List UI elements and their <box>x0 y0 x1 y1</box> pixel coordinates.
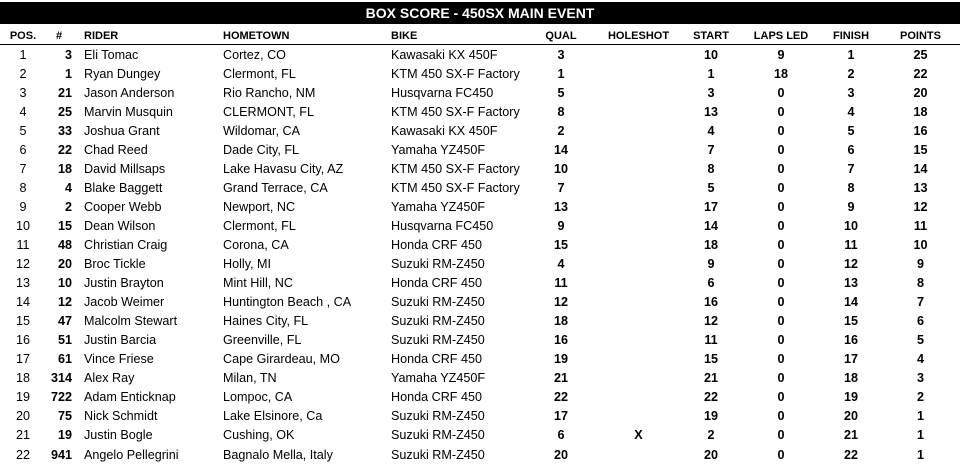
cell-start: 10 <box>703 47 718 62</box>
table-row <box>0 426 960 445</box>
cell-number: 33 <box>57 123 72 138</box>
cell-number: 4 <box>64 180 72 195</box>
cell-number: 1 <box>64 66 72 81</box>
table-row <box>0 388 960 407</box>
cell-finish: 17 <box>843 352 858 367</box>
cell-laps-led: 0 <box>777 295 785 310</box>
cell-number: 10 <box>57 276 72 291</box>
table-row <box>0 102 960 121</box>
cell-bike: Suzuki RM-Z450 <box>391 314 485 329</box>
cell-finish: 7 <box>847 161 855 176</box>
cell-laps-led: 0 <box>777 199 785 214</box>
cell-points: 2 <box>916 390 924 405</box>
cell-hometown: Mint Hill, NC <box>223 276 293 291</box>
cell-laps-led: 0 <box>777 428 785 443</box>
cell-start: 13 <box>703 104 718 119</box>
cell-bike: KTM 450 SX-F Factory <box>391 66 520 81</box>
table-row <box>0 331 960 350</box>
cell-points: 10 <box>913 237 928 252</box>
cell-laps-led: 18 <box>773 66 788 81</box>
table-row <box>0 178 960 197</box>
cell-laps-led: 0 <box>777 257 785 272</box>
column-header-holeshot: HOLESHOT <box>596 27 681 45</box>
cell-pos: 22 <box>15 447 30 462</box>
cell-laps-led: 9 <box>777 47 785 62</box>
cell-finish: 3 <box>847 85 855 100</box>
cell-hometown: Newport, NC <box>223 199 296 214</box>
cell-rider: Cooper Webb <box>84 199 162 214</box>
cell-start: 7 <box>707 142 715 157</box>
cell-points: 15 <box>913 142 928 157</box>
cell-bike: KTM 450 SX-F Factory <box>391 104 520 119</box>
cell-pos: 19 <box>15 390 30 405</box>
cell-number: 25 <box>57 104 72 119</box>
cell-bike: Yamaha YZ450F <box>391 199 486 214</box>
cell-pos: 12 <box>15 257 30 272</box>
cell-bike: Yamaha YZ450F <box>391 142 486 157</box>
cell-finish: 22 <box>843 447 858 462</box>
cell-points: 3 <box>916 371 924 386</box>
cell-bike: Husqvarna FC450 <box>391 218 494 233</box>
cell-number: 15 <box>57 218 72 233</box>
cell-number: 941 <box>50 447 72 462</box>
cell-bike: Honda CRF 450 <box>391 352 483 367</box>
cell-holeshot <box>596 312 681 331</box>
cell-rider: Marvin Musquin <box>84 104 173 119</box>
cell-rider: Joshua Grant <box>84 123 160 138</box>
cell-hometown: Rio Rancho, NM <box>223 85 316 100</box>
cell-points: 13 <box>913 180 928 195</box>
page-title: BOX SCORE - 450SX MAIN EVENT <box>0 2 960 24</box>
cell-qual: 7 <box>557 180 565 195</box>
cell-qual: 10 <box>553 161 568 176</box>
cell-qual: 5 <box>557 85 565 100</box>
cell-qual: 12 <box>553 295 568 310</box>
cell-finish: 12 <box>843 257 858 272</box>
cell-laps-led: 0 <box>777 371 785 386</box>
cell-points: 12 <box>913 199 928 214</box>
cell-points: 6 <box>916 314 924 329</box>
table-row <box>0 216 960 235</box>
table-row <box>0 407 960 426</box>
cell-hometown: Holly, MI <box>223 257 272 272</box>
cell-holeshot <box>596 140 681 159</box>
cell-finish: 8 <box>847 180 855 195</box>
cell-rider: Christian Craig <box>84 237 168 252</box>
cell-start: 1 <box>707 66 715 81</box>
cell-finish: 14 <box>843 295 858 310</box>
cell-points: 1 <box>916 447 924 462</box>
cell-laps-led: 0 <box>777 218 785 233</box>
column-header-hometown: HOMETOWN <box>223 27 391 45</box>
cell-number: 21 <box>57 85 72 100</box>
cell-bike: Suzuki RM-Z450 <box>391 447 485 462</box>
cell-rider: Blake Baggett <box>84 180 163 195</box>
table-row <box>0 159 960 178</box>
cell-laps-led: 0 <box>777 352 785 367</box>
cell-start: 17 <box>703 199 718 214</box>
table-row <box>0 235 960 254</box>
cell-rider: Broc Tickle <box>84 257 146 272</box>
cell-number: 22 <box>57 142 72 157</box>
cell-number: 19 <box>57 428 72 443</box>
cell-number: 20 <box>57 257 72 272</box>
cell-holeshot <box>596 178 681 197</box>
cell-start: 2 <box>707 428 715 443</box>
cell-rider: Nick Schmidt <box>84 409 158 424</box>
cell-holeshot <box>596 255 681 274</box>
cell-finish: 9 <box>847 199 855 214</box>
cell-bike: Honda CRF 450 <box>391 276 483 291</box>
column-header-rider: RIDER <box>76 27 223 45</box>
cell-holeshot <box>596 197 681 216</box>
cell-hometown: Wildomar, CA <box>223 123 300 138</box>
cell-start: 8 <box>707 161 715 176</box>
table-row <box>0 121 960 140</box>
cell-bike: Suzuki RM-Z450 <box>391 257 485 272</box>
cell-qual: 15 <box>553 237 568 252</box>
table-row <box>0 445 960 464</box>
cell-hometown: Milan, TN <box>223 371 277 386</box>
cell-holeshot <box>596 235 681 254</box>
cell-number: 51 <box>57 333 72 348</box>
cell-finish: 1 <box>847 47 855 62</box>
cell-laps-led: 0 <box>777 276 785 291</box>
cell-points: 8 <box>916 276 924 291</box>
cell-pos: 1 <box>19 47 27 62</box>
cell-qual: 22 <box>553 390 568 405</box>
cell-points: 9 <box>916 257 924 272</box>
cell-start: 4 <box>707 123 715 138</box>
column-header-bike: BIKE <box>391 27 526 45</box>
cell-number: 61 <box>57 352 72 367</box>
cell-holeshot <box>596 274 681 293</box>
cell-finish: 10 <box>843 218 858 233</box>
cell-finish: 13 <box>843 276 858 291</box>
cell-rider: Justin Bogle <box>84 428 153 443</box>
cell-holeshot <box>596 407 681 426</box>
cell-number: 314 <box>50 371 72 386</box>
cell-number: 75 <box>57 409 72 424</box>
cell-holeshot <box>596 388 681 407</box>
cell-hometown: Clermont, FL <box>223 218 296 233</box>
column-header-finish: FINISH <box>821 27 881 45</box>
cell-holeshot <box>596 121 681 140</box>
column-header-qual: QUAL <box>526 27 596 45</box>
cell-rider: Angelo Pellegrini <box>84 447 179 462</box>
cell-rider: Eli Tomac <box>84 47 139 62</box>
cell-points: 16 <box>913 123 928 138</box>
cell-pos: 8 <box>19 180 27 195</box>
cell-holeshot <box>596 445 681 464</box>
cell-pos: 16 <box>15 333 30 348</box>
cell-qual: 6 <box>557 428 565 443</box>
table-row <box>0 293 960 312</box>
cell-points: 25 <box>913 47 928 62</box>
cell-bike: KTM 450 SX-F Factory <box>391 161 520 176</box>
cell-pos: 5 <box>19 123 27 138</box>
cell-holeshot <box>596 159 681 178</box>
cell-rider: Dean Wilson <box>84 218 156 233</box>
cell-pos: 17 <box>15 352 30 367</box>
cell-holeshot <box>596 369 681 388</box>
table-row <box>0 140 960 159</box>
cell-laps-led: 0 <box>777 314 785 329</box>
cell-qual: 16 <box>553 333 568 348</box>
cell-number: 12 <box>57 295 72 310</box>
cell-laps-led: 0 <box>777 161 785 176</box>
cell-start: 6 <box>707 276 715 291</box>
cell-pos: 2 <box>19 66 27 81</box>
cell-hometown: Lake Elsinore, Ca <box>223 409 323 424</box>
cell-bike: Kawasaki KX 450F <box>391 123 498 138</box>
table-row <box>0 197 960 216</box>
cell-qual: 19 <box>553 352 568 367</box>
cell-start: 16 <box>703 295 718 310</box>
cell-rider: Vince Friese <box>84 352 154 367</box>
cell-pos: 21 <box>15 428 30 443</box>
table-row <box>0 312 960 331</box>
cell-holeshot <box>596 102 681 121</box>
cell-number: 2 <box>64 199 72 214</box>
cell-bike: Suzuki RM-Z450 <box>391 428 485 443</box>
cell-rider: Alex Ray <box>84 371 135 386</box>
cell-qual: 2 <box>557 123 565 138</box>
cell-qual: 11 <box>554 276 568 291</box>
cell-pos: 18 <box>15 371 30 386</box>
cell-qual: 4 <box>557 257 565 272</box>
cell-pos: 9 <box>19 199 27 214</box>
cell-qual: 17 <box>553 409 568 424</box>
cell-holeshot <box>596 216 681 235</box>
cell-laps-led: 0 <box>777 142 785 157</box>
cell-holeshot <box>596 64 681 83</box>
cell-finish: 16 <box>843 333 858 348</box>
cell-holeshot <box>596 45 681 65</box>
cell-laps-led: 0 <box>777 237 785 252</box>
cell-rider: Adam Enticknap <box>84 390 176 405</box>
table-row <box>0 274 960 293</box>
cell-start: 14 <box>703 218 718 233</box>
cell-start: 9 <box>707 257 715 272</box>
cell-hometown: Dade City, FL <box>223 142 300 157</box>
cell-hometown: Cortez, CO <box>223 47 286 62</box>
table-body <box>0 45 960 465</box>
cell-rider: Chad Reed <box>84 142 148 157</box>
cell-qual: 3 <box>557 47 565 62</box>
cell-points: 1 <box>916 428 924 443</box>
box-score-table <box>0 27 960 464</box>
cell-qual: 14 <box>553 142 568 157</box>
cell-hometown: Cushing, OK <box>223 428 295 443</box>
cell-hometown: CLERMONT, FL <box>223 104 314 119</box>
cell-start: 12 <box>703 314 718 329</box>
cell-start: 21 <box>703 371 718 386</box>
cell-number: 48 <box>57 237 72 252</box>
cell-hometown: Lake Havasu City, AZ <box>223 161 344 176</box>
cell-points: 22 <box>913 66 928 81</box>
column-header-start: START <box>681 27 741 45</box>
cell-points: 11 <box>913 218 928 233</box>
cell-pos: 20 <box>15 409 30 424</box>
cell-qual: 20 <box>553 447 568 462</box>
cell-hometown: Clermont, FL <box>223 66 296 81</box>
column-header-pos: POS. <box>0 27 46 45</box>
cell-start: 19 <box>703 409 718 424</box>
cell-finish: 21 <box>843 428 858 443</box>
cell-pos: 7 <box>19 161 27 176</box>
cell-laps-led: 0 <box>777 123 785 138</box>
cell-points: 14 <box>913 161 928 176</box>
cell-pos: 4 <box>19 104 27 119</box>
table-row <box>0 45 960 65</box>
cell-finish: 6 <box>847 142 855 157</box>
cell-qual: 18 <box>553 314 568 329</box>
cell-hometown: Bagnalo Mella, Italy <box>223 447 333 462</box>
cell-finish: 11 <box>844 237 858 252</box>
cell-points: 5 <box>916 333 924 348</box>
cell-holeshot <box>596 350 681 369</box>
cell-pos: 3 <box>19 85 27 100</box>
cell-number: 47 <box>57 314 72 329</box>
cell-holeshot: X <box>634 428 643 443</box>
cell-holeshot <box>596 331 681 350</box>
cell-start: 3 <box>707 85 715 100</box>
cell-pos: 11 <box>16 237 30 252</box>
cell-finish: 5 <box>847 123 855 138</box>
table-row <box>0 83 960 102</box>
cell-start: 11 <box>704 333 718 348</box>
cell-bike: Husqvarna FC450 <box>391 85 494 100</box>
cell-hometown: Cape Girardeau, MO <box>223 352 340 367</box>
table-row <box>0 255 960 274</box>
cell-laps-led: 0 <box>777 447 785 462</box>
cell-laps-led: 0 <box>777 390 785 405</box>
column-header-points: POINTS <box>881 27 960 45</box>
cell-hometown: Huntington Beach , CA <box>223 295 352 310</box>
cell-pos: 6 <box>19 142 27 157</box>
table-header-row <box>0 27 960 45</box>
table-row <box>0 369 960 388</box>
cell-points: 1 <box>916 409 924 424</box>
cell-hometown: Greenville, FL <box>223 333 302 348</box>
cell-rider: Jason Anderson <box>84 85 175 100</box>
cell-bike: Honda CRF 450 <box>391 237 483 252</box>
cell-qual: 13 <box>553 199 568 214</box>
cell-bike: KTM 450 SX-F Factory <box>391 180 520 195</box>
cell-rider: David Millsaps <box>84 161 166 176</box>
cell-bike: Yamaha YZ450F <box>391 371 486 386</box>
cell-laps-led: 0 <box>777 333 785 348</box>
cell-holeshot <box>596 293 681 312</box>
cell-rider: Malcolm Stewart <box>84 314 178 329</box>
cell-laps-led: 0 <box>777 409 785 424</box>
cell-hometown: Corona, CA <box>223 237 289 252</box>
cell-finish: 4 <box>847 104 855 119</box>
cell-laps-led: 0 <box>777 104 785 119</box>
cell-finish: 20 <box>843 409 858 424</box>
cell-bike: Kawasaki KX 450F <box>391 47 498 62</box>
cell-start: 5 <box>707 180 715 195</box>
cell-bike: Honda CRF 450 <box>391 390 483 405</box>
cell-number: 3 <box>64 47 72 62</box>
cell-laps-led: 0 <box>777 85 785 100</box>
cell-bike: Suzuki RM-Z450 <box>391 295 485 310</box>
cell-finish: 15 <box>843 314 858 329</box>
table-row <box>0 64 960 83</box>
column-header-laps-led: LAPS LED <box>741 27 821 45</box>
cell-start: 20 <box>703 447 718 462</box>
cell-points: 18 <box>913 104 928 119</box>
cell-pos: 13 <box>15 276 30 291</box>
cell-rider: Ryan Dungey <box>84 66 161 81</box>
cell-start: 18 <box>703 237 718 252</box>
cell-pos: 14 <box>15 295 30 310</box>
cell-bike: Suzuki RM-Z450 <box>391 333 485 348</box>
cell-pos: 10 <box>15 218 30 233</box>
cell-laps-led: 0 <box>777 180 785 195</box>
cell-hometown: Grand Terrace, CA <box>223 180 328 195</box>
cell-finish: 2 <box>847 66 855 81</box>
cell-number: 722 <box>50 390 72 405</box>
cell-finish: 19 <box>843 390 858 405</box>
cell-start: 22 <box>703 390 718 405</box>
cell-qual: 21 <box>553 371 568 386</box>
cell-points: 4 <box>916 352 924 367</box>
cell-rider: Jacob Weimer <box>84 295 165 310</box>
cell-hometown: Haines City, FL <box>223 314 309 329</box>
cell-number: 18 <box>57 161 72 176</box>
cell-points: 20 <box>913 85 928 100</box>
table-row <box>0 350 960 369</box>
cell-finish: 18 <box>843 371 858 386</box>
cell-rider: Justin Brayton <box>84 276 164 291</box>
column-header-number: # <box>46 27 76 45</box>
cell-qual: 8 <box>557 104 565 119</box>
cell-bike: Suzuki RM-Z450 <box>391 409 485 424</box>
cell-rider: Justin Barcia <box>84 333 157 348</box>
cell-qual: 1 <box>557 66 565 81</box>
cell-start: 15 <box>703 352 718 367</box>
cell-qual: 9 <box>557 218 565 233</box>
cell-holeshot <box>596 83 681 102</box>
cell-hometown: Lompoc, CA <box>223 390 293 405</box>
cell-pos: 15 <box>15 314 30 329</box>
cell-points: 7 <box>916 295 924 310</box>
